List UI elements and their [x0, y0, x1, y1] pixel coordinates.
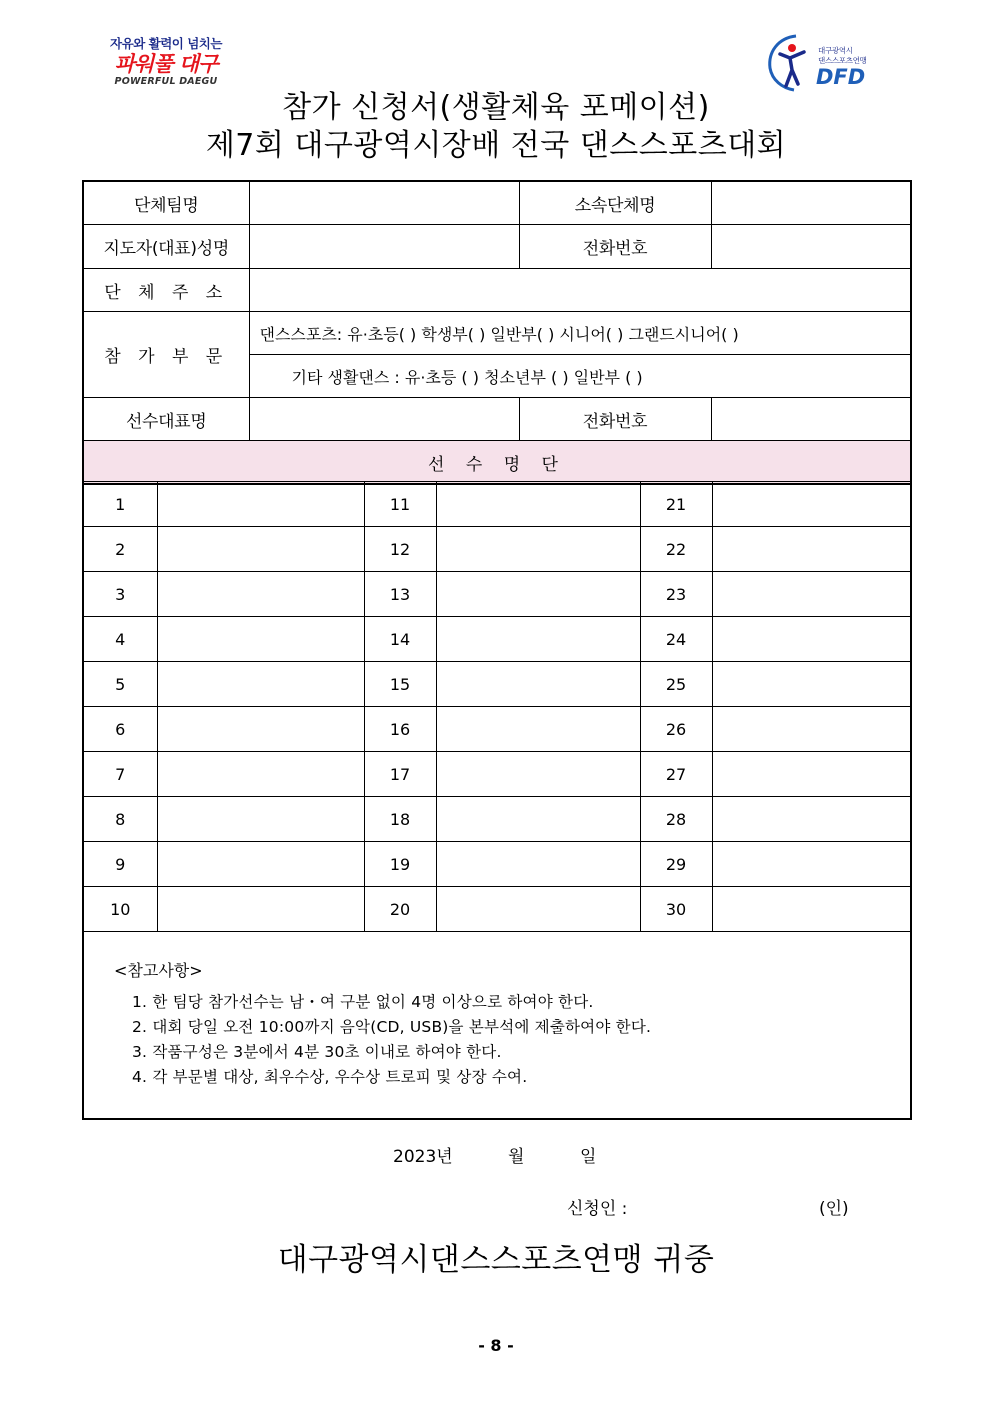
roster-row: [83, 527, 911, 572]
roster-name-field[interactable]: [712, 842, 911, 887]
team-name-field[interactable]: [249, 181, 519, 225]
roster-number: 24: [640, 617, 712, 662]
dfd-org-name: 대구광역시 댄스스포츠연맹: [818, 46, 867, 65]
roster-number: 5: [83, 662, 157, 707]
address-label: 단 체 주 소: [83, 269, 249, 312]
roster-name-field[interactable]: [157, 527, 364, 572]
rep-phone-label: 전화번호: [519, 398, 711, 441]
roster-table: [82, 481, 912, 1120]
roster-row: [83, 887, 911, 932]
roster-name-field[interactable]: [436, 617, 640, 662]
roster-row: [83, 797, 911, 842]
roster-number: 15: [364, 662, 436, 707]
rep-phone-field[interactable]: [711, 398, 911, 441]
roster-number: 9: [83, 842, 157, 887]
date-month[interactable]: 월: [508, 1147, 525, 1167]
recipient-line: 대구광역시댄스스포츠연맹 귀중: [277, 1242, 715, 1278]
roster-name-field[interactable]: [712, 482, 911, 527]
roster-number: 13: [364, 572, 436, 617]
roster-name-field[interactable]: [436, 707, 640, 752]
roster-number: 12: [364, 527, 436, 572]
logo-main-text: 파워풀 대구: [114, 52, 218, 76]
date-year: 2023년: [393, 1147, 453, 1167]
event-title: 제7회 대구광역시장배 전국 댄스스포츠대회: [205, 128, 787, 163]
roster-name-field[interactable]: [436, 797, 640, 842]
roster-name-field[interactable]: [436, 482, 640, 527]
roster-row: [83, 662, 911, 707]
leader-name-label: 지도자(대표)성명: [83, 225, 249, 269]
roster-name-field[interactable]: [157, 797, 364, 842]
division-label: 참 가 부 문: [83, 312, 249, 398]
division-other-options[interactable]: 기타 생활댄스 : 유·초등 ( ) 청소년부 ( ) 일반부 ( ): [249, 355, 911, 398]
roster-number: 30: [640, 887, 712, 932]
rep-name-field[interactable]: [249, 398, 519, 441]
form-title: 참가 신청서(생활체육 포메이션): [282, 90, 710, 125]
note-item: 4. 각 부문별 대상, 최우수상, 우수상 트로피 및 상장 수여.: [132, 1068, 528, 1086]
leader-phone-label: 전화번호: [519, 225, 711, 269]
roster-name-field[interactable]: [157, 707, 364, 752]
roster-number: 22: [640, 527, 712, 572]
roster-row: [83, 842, 911, 887]
roster-number: 7: [83, 752, 157, 797]
roster-name-field[interactable]: [436, 842, 640, 887]
roster-number: 4: [83, 617, 157, 662]
roster-number: 21: [640, 482, 712, 527]
logo-slogan: 자유와 활력이 넘치는: [110, 36, 222, 51]
roster-number: 11: [364, 482, 436, 527]
applicant-label: 신청인 :: [567, 1199, 628, 1219]
roster-name-field[interactable]: [157, 842, 364, 887]
roster-number: 27: [640, 752, 712, 797]
dfd-abbr: DFD: [816, 65, 866, 89]
affiliation-field[interactable]: [711, 181, 911, 225]
roster-number: 28: [640, 797, 712, 842]
roster-number: 10: [83, 887, 157, 932]
roster-name-field[interactable]: [436, 572, 640, 617]
dfd-logo: [766, 30, 886, 92]
roster-name-field[interactable]: [712, 752, 911, 797]
leader-phone-field[interactable]: [711, 225, 911, 269]
entry-form: [82, 180, 912, 485]
roster-number: 26: [640, 707, 712, 752]
roster-row: [83, 482, 911, 527]
page-number: - 8 -: [478, 1336, 514, 1355]
roster-number: 8: [83, 797, 157, 842]
roster-number: 16: [364, 707, 436, 752]
roster-name-field[interactable]: [712, 662, 911, 707]
notes-heading: <참고사항>: [114, 961, 203, 980]
roster-number: 2: [83, 527, 157, 572]
seal-mark[interactable]: (인): [819, 1199, 849, 1219]
roster-name-field[interactable]: [712, 707, 911, 752]
roster-header: 선 수 명 단: [83, 441, 911, 485]
team-name-label: 단체팀명: [83, 181, 249, 225]
roster-number: 1: [83, 482, 157, 527]
roster-name-field[interactable]: [712, 887, 911, 932]
roster-number: 18: [364, 797, 436, 842]
division-dance-options[interactable]: 댄스스포츠: 유·초등( ) 학생부( ) 일반부( ) 시니어( ) 그랜드시니어( ): [249, 312, 911, 355]
roster-name-field[interactable]: [157, 752, 364, 797]
date-day[interactable]: 일: [580, 1147, 597, 1167]
roster-number: 25: [640, 662, 712, 707]
note-item: 2. 대회 당일 오전 10:00까지 음악(CD, USB)을 본부석에 제출하여야 한다.: [132, 1018, 652, 1036]
roster-row: [83, 752, 911, 797]
note-item: 3. 작품구성은 3분에서 4분 30초 이내로 하여야 한다.: [132, 1043, 502, 1061]
roster-number: 20: [364, 887, 436, 932]
roster-number: 17: [364, 752, 436, 797]
leader-name-field[interactable]: [249, 225, 519, 269]
note-item: 1. 한 팀당 참가선수는 남・여 구분 없이 4명 이상으로 하여야 한다.: [132, 993, 594, 1011]
roster-name-field[interactable]: [157, 662, 364, 707]
roster-number: 29: [640, 842, 712, 887]
roster-name-field[interactable]: [436, 887, 640, 932]
powerful-daegu-logo: [96, 36, 236, 96]
roster-name-field[interactable]: [157, 572, 364, 617]
roster-number: 23: [640, 572, 712, 617]
roster-name-field[interactable]: [712, 797, 911, 842]
roster-name-field[interactable]: [436, 752, 640, 797]
roster-number: 3: [83, 572, 157, 617]
roster-number: 6: [83, 707, 157, 752]
rep-name-label: 선수대표명: [83, 398, 249, 441]
roster-name-field[interactable]: [436, 662, 640, 707]
address-field[interactable]: [249, 269, 911, 312]
logo-english-text: POWERFUL DAEGU: [114, 76, 218, 87]
roster-number: 14: [364, 617, 436, 662]
affiliation-label: 소속단체명: [519, 181, 711, 225]
roster-name-field[interactable]: [712, 617, 911, 662]
roster-name-field[interactable]: [712, 527, 911, 572]
roster-name-field[interactable]: [157, 482, 364, 527]
roster-name-field[interactable]: [436, 527, 640, 572]
roster-name-field[interactable]: [712, 572, 911, 617]
roster-name-field[interactable]: [157, 617, 364, 662]
roster-row: [83, 572, 911, 617]
roster-name-field[interactable]: [157, 887, 364, 932]
notes-box: [83, 932, 911, 1120]
roster-row: [83, 707, 911, 752]
roster-row: [83, 617, 911, 662]
roster-number: 19: [364, 842, 436, 887]
